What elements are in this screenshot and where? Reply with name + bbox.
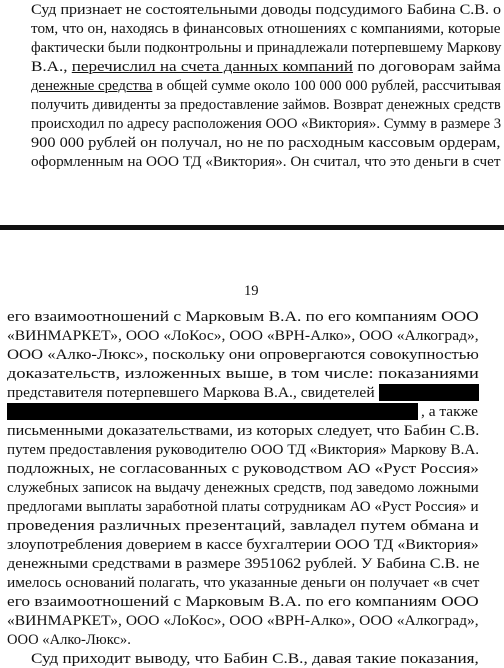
- paragraph-line: том, что он, находясь в финансовых отношениях с компаниями, которые: [31, 21, 501, 37]
- paragraph-line: фактически были подконтрольны и принадлежали потерпевшему Маркову: [31, 40, 502, 56]
- paragraph-line: путем предоставления руководителю ООО ТД «Виктория» Маркову В.А.: [7, 442, 480, 458]
- paragraph-line: представителя потерпевшего Маркова В.А., свидетелей: [7, 385, 375, 401]
- paragraph-line: предлогами выплаты заработной платы сотрудникам АО «Руст Россия» и: [7, 499, 479, 515]
- paragraph-line: [31, 58, 501, 76]
- line-text: в общей сумме около 100 000 000 рублей, рассчитывая: [152, 78, 502, 94]
- paragraph-line: Суд признает не состоятельными доводы подсудимого Бабина С.В. о: [31, 2, 501, 18]
- paragraph-line: служебных записок на выдачу денежных средств, под заведомо ложными: [7, 480, 479, 496]
- paragraph-line: денежными средствами в размере 3951062 рублей. У Бабина С.В. не: [7, 556, 480, 572]
- paragraph-line: , а также: [421, 404, 478, 420]
- page-separator: [0, 225, 504, 237]
- redaction-bar: [7, 403, 418, 420]
- paragraph-line: [31, 77, 501, 95]
- previous-page-fragment: [0, 0, 504, 218]
- paragraph-line: ООО «Алко-Люкс», поскольку они опровергаются совокупностью: [7, 347, 479, 363]
- paragraph-line: имелось оснований полагать, что указанные деньги он получает «в счет: [7, 575, 480, 591]
- underlined-phrase: перечислил на счета данных компаний: [71, 59, 354, 75]
- line-text: по договорам займа: [353, 59, 501, 75]
- redaction-bar: [379, 384, 479, 401]
- paragraph-line: доказательств, изложенных выше, в том числе: показаниями: [7, 366, 479, 382]
- paragraph-line: его взаимоотношений с Марковым В.А. по его компаниям ООО: [7, 594, 479, 610]
- paragraph-line: происходил по адресу расположения ООО «Виктория». Сумму в размере 3: [31, 116, 502, 132]
- line-text: В.А.,: [31, 59, 72, 75]
- page-19: [0, 246, 504, 667]
- page-number: 19: [244, 283, 259, 299]
- paragraph-line: 900 000 рублей он получал, но не по расходным кассовым ордерам,: [31, 135, 501, 151]
- paragraph-line: Суд приходит выводу, что Бабин С.В., давая такие показания,: [31, 651, 479, 667]
- paragraph-line: подложных, не согласованных с руководством АО «Руст Россия»: [7, 461, 479, 477]
- paragraph-line: проведения различных презентаций, завладел путем обмана и: [7, 518, 479, 534]
- paragraph-line: оформленным на ООО ТД «Виктория». Он считал, что это деньги в счет: [31, 154, 501, 170]
- paragraph-line: письменными доказательствами, из которых следует, что Бабин С.В.: [7, 423, 480, 439]
- paragraph-line: «ВИНМАРКЕТ», ООО «ЛоКос», ООО «ВРН-Алко», ООО «Алкоград»,: [7, 328, 479, 344]
- paragraph-line: получить дивиденты за предоставление займов. Возврат денежных средств: [31, 97, 501, 113]
- underlined-phrase: денежные средства: [31, 78, 153, 94]
- paragraph-line: его взаимоотношений с Марковым В.А. по его компаниям ООО: [7, 309, 479, 325]
- paragraph-line: «ВИНМАРКЕТ», ООО «ЛоКос», ООО «ВРН-Алко», ООО «Алкоград»,: [7, 613, 479, 629]
- paragraph-line: злоупотребления доверием в кассе бухгалтерии ООО ТД «Виктория»: [7, 537, 479, 553]
- paragraph-line: ООО «Алко-Люкс».: [7, 632, 131, 648]
